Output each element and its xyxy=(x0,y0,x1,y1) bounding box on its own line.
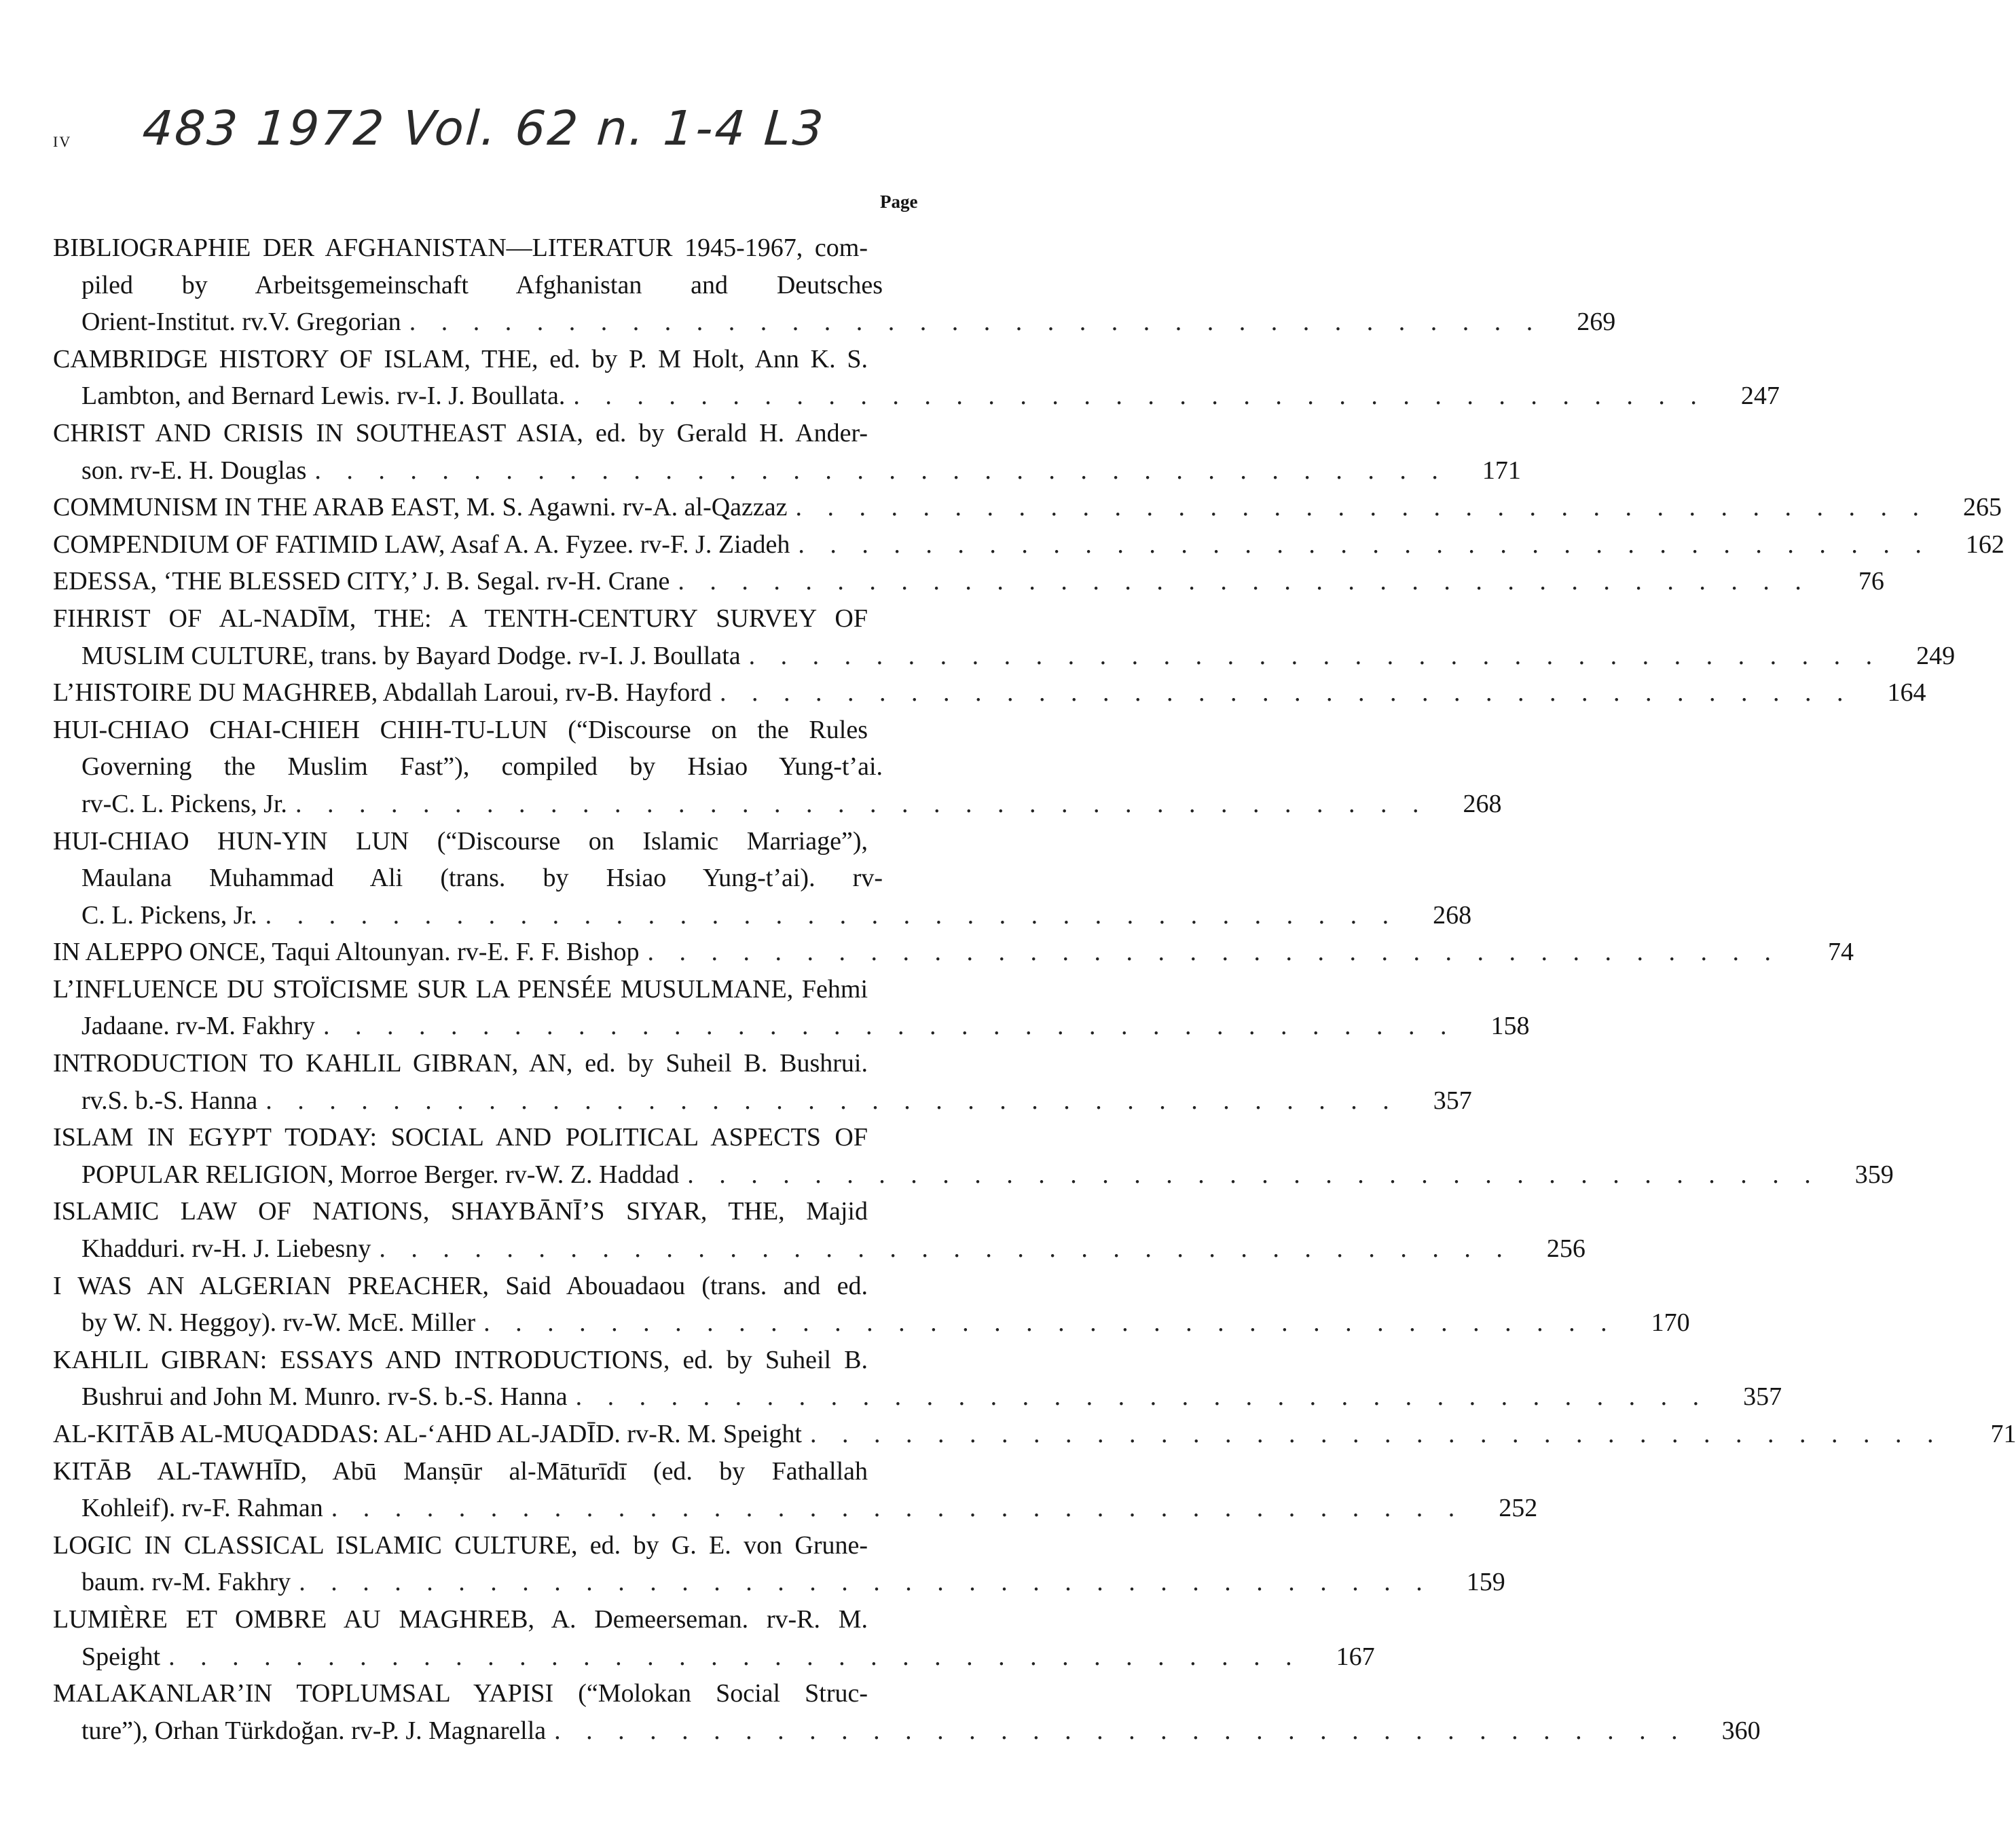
leader-dots: . . . . . . . . . . . . . . . . . . . . . . . . . . . . . . . . . . . . xyxy=(331,1494,1465,1523)
leader-dots: . . . . . . . . . . . . . . . . . . . . . . . . . . . . . . . . . . . . xyxy=(314,456,1448,485)
entry-page-number: 357 xyxy=(1433,1086,1472,1115)
entry-line xyxy=(53,1638,1375,1676)
entry-page-number: 268 xyxy=(1463,789,1502,818)
entry-text: L’HISTOIRE DU MAGHREB, Abdallah Laroui, rv-B. Hayford xyxy=(53,678,712,708)
entry-line xyxy=(53,1342,940,1379)
entry-line xyxy=(53,860,940,897)
entry-page-number: 74 xyxy=(1828,938,1854,967)
leader-dots: . . . . . . . . . . . . . . . . . . . . . . . . . . . . . . . . . . . . xyxy=(295,789,1429,818)
leader-dots: . . . . . . . . . . . . . . . . . . . . . . . . . . . . . . . . . . . . xyxy=(554,1716,1687,1745)
handwritten-call-number: 483 1972 Vol. 62 n. 1-4 L3 xyxy=(141,100,827,156)
entry-line xyxy=(53,452,1521,490)
entry-text: Kohleif). rv-F. Rahman xyxy=(81,1494,323,1523)
leader-dots: . . . . . . . . . . . . . . . . . . . . . . . . . . . . . . . . . . . . xyxy=(265,1086,1399,1115)
leader-dots: . . . . . . . . . . . . . . . . . . . . . . . . . . . . . . . . . . . . xyxy=(409,308,1543,337)
entry-line xyxy=(53,1564,1505,1601)
entry-line xyxy=(53,230,940,267)
entry-line xyxy=(53,1527,940,1564)
index-entry xyxy=(53,1045,1472,1119)
index-entry xyxy=(53,674,1926,712)
leader-dots: . . . . . . . . . . . . . . . . . . . . . . . . . . . . . . . . . . . . xyxy=(687,1160,1820,1189)
leader-dots: . . . . . . . . . . . . . . . . . . . . . . . . . . . . . . . . . . . . xyxy=(809,1420,1943,1448)
entry-text: AL-KITĀB AL-MUQADDAS: AL-‘AHD AL-JADĪD. rv-R. M. Speight xyxy=(53,1420,802,1448)
entry-text: LUMIÈRE ET OMBRE AU MAGHREB, A. Demeerseman. rv-R. M. xyxy=(53,1604,868,1634)
entry-text: piled by Arbeitsgemeinschaft Afghanistan and Deutsches xyxy=(81,270,883,299)
index-entry xyxy=(53,341,1780,415)
entry-text: Maulana Muhammad Ali (trans. by Hsiao Yung-t’ai). rv- xyxy=(81,864,883,893)
entry-line xyxy=(53,1045,940,1082)
entry-text: BIBLIOGRAPHIE DER AFGHANISTAN—LITERATUR 1945-1967, com- xyxy=(53,234,868,262)
entry-page-number: 159 xyxy=(1466,1568,1505,1597)
leader-dots: . . . . . . . . . . . . . . . . . . . . . . . . . . . . . . . . . . . . xyxy=(483,1308,1617,1338)
entry-line xyxy=(53,897,1472,934)
entry-line xyxy=(53,415,940,452)
leader-dots: . . . . . . . . . . . . . . . . . . . . . . . . . . . . . . . . . . . . xyxy=(748,641,1882,670)
entry-line xyxy=(53,1453,940,1490)
leader-dots: . . . . . . . . . . . . . . . . . . . . . . . . . . . . . . . . . . . . xyxy=(798,530,1931,559)
entry-page-number: 357 xyxy=(1743,1382,1782,1412)
entry-line xyxy=(53,1490,1538,1527)
index-entry xyxy=(53,1119,1894,1193)
entry-text: baum. rv-M. Fakhry xyxy=(81,1568,291,1597)
entry-page-number: 170 xyxy=(1651,1308,1690,1338)
leader-dots: . . . . . . . . . . . . . . . . . . . . . . . . . . . . . . . . . . . . xyxy=(323,1012,1456,1041)
index-entry xyxy=(53,1453,1538,1527)
entry-line xyxy=(53,1156,1894,1194)
entry-line xyxy=(53,341,940,378)
entry-text: Khadduri. rv-H. J. Liebesny xyxy=(81,1234,371,1264)
leader-dots: . . . . . . . . . . . . . . . . . . . . . . . . . . . . . . . . . . . . xyxy=(719,678,1853,708)
index-entry xyxy=(53,1416,2016,1453)
entry-text: C. L. Pickens, Jr. xyxy=(81,900,257,930)
entry-page-number: 252 xyxy=(1499,1494,1538,1523)
entry-page-number: 158 xyxy=(1490,1012,1530,1041)
entry-page-number: 268 xyxy=(1433,900,1472,930)
entry-text: HUI-CHIAO CHAI-CHIEH CHIH-TU-LUN (“Discourse on the Rules xyxy=(53,715,868,744)
entry-line xyxy=(53,971,940,1008)
entry-page-number: 249 xyxy=(1916,641,1956,670)
leader-dots: . . . . . . . . . . . . . . . . . . . . . . . . . . . . . . . . . . . . xyxy=(299,1568,1432,1597)
leader-dots: . . . . . . . . . . . . . . . . . . . . . . . . . . . . . . . . . . . . xyxy=(265,900,1399,930)
entry-page-number: 359 xyxy=(1854,1160,1894,1189)
entry-text: ture”), Orhan Türkdoğan. rv-P. J. Magnarella xyxy=(81,1716,547,1745)
entry-text: IN ALEPPO ONCE, Taqui Altounyan. rv-E. F. F. Bishop xyxy=(53,938,640,967)
entry-line xyxy=(53,748,940,786)
entry-text: CAMBRIDGE HISTORY OF ISLAM, THE, ed. by P. M Holt, Ann K. S. xyxy=(53,344,868,373)
index-entry xyxy=(53,563,1884,600)
entry-line xyxy=(53,1008,1530,1045)
entry-line xyxy=(53,712,940,749)
entry-line xyxy=(53,304,1616,341)
leader-dots: . . . . . . . . . . . . . . . . . . . . . . . . . . . . . . . . . . . . xyxy=(678,567,1811,596)
entry-text: Speight xyxy=(81,1642,161,1671)
entry-line xyxy=(53,378,1780,415)
entry-line xyxy=(53,563,1884,600)
entry-line xyxy=(53,1416,2016,1453)
entry-text: son. rv-E. H. Douglas xyxy=(81,456,307,485)
index-entry xyxy=(53,1601,1375,1675)
entry-text: INTRODUCTION TO KAHLIL GIBRAN, AN, ed. by Suheil B. Bushrui. xyxy=(53,1049,868,1078)
leader-dots: . . . . . . . . . . . . . . . . . . . . . . . . . . . . . . . . . . . . xyxy=(379,1234,1512,1264)
entry-line xyxy=(53,267,940,304)
index-entry xyxy=(53,489,2002,526)
entry-text: Governing the Muslim Fast”), compiled by Hsiao Yung-t’ai. xyxy=(81,752,883,782)
index-entry xyxy=(53,1527,1505,1601)
entry-text: EDESSA, ‘THE BLESSED CITY,’ J. B. Segal. rv-H. Crane xyxy=(53,567,670,596)
entry-text: COMMUNISM IN THE ARAB EAST, M. S. Agawni. rv-A. al-Qazzaz xyxy=(53,493,788,522)
leader-dots: . . . . . . . . . . . . . . . . . . . . . . . . . . . . . . . . . . . . xyxy=(795,493,1928,522)
entry-page-number: 164 xyxy=(1887,678,1926,708)
entry-line xyxy=(53,1082,1472,1120)
entry-page-number: 265 xyxy=(1963,493,2002,522)
entry-text: Lambton, and Bernard Lewis. rv-I. J. Boullata. xyxy=(81,382,566,411)
page-column-label: Page xyxy=(880,191,918,212)
entry-line xyxy=(53,600,940,638)
entry-text: MALAKANLAR’IN TOPLUMSAL YAPISI (“Molokan Social Struc- xyxy=(53,1679,868,1708)
entry-text: KAHLIL GIBRAN: ESSAYS AND INTRODUCTIONS, ed. by Suheil B. xyxy=(53,1345,868,1374)
entry-page-number: 167 xyxy=(1336,1642,1375,1671)
entry-page-number: 256 xyxy=(1546,1234,1586,1264)
entry-line xyxy=(53,1712,1761,1750)
index-entry xyxy=(53,971,1530,1045)
entry-text: KITĀB AL-TAWHĪD, Abū Manṣūr al-Māturīdī (ed. by Fathallah xyxy=(53,1456,868,1486)
leader-dots: . . . . . . . . . . . . . . . . . . . . . . . . . . . . . . . . . . . . xyxy=(647,938,1781,967)
index-entry xyxy=(53,600,1956,674)
entry-text: L’INFLUENCE DU STOÏCISME SUR LA PENSÉE MUSULMANE, Fehmi xyxy=(53,974,868,1004)
index-entry xyxy=(53,230,1616,341)
entry-text: ISLAM IN EGYPT TODAY: SOCIAL AND POLITICAL ASPECTS OF xyxy=(53,1123,868,1152)
index-entry xyxy=(53,526,2004,564)
entry-line xyxy=(53,1304,1690,1342)
page-number: IV xyxy=(53,133,72,150)
entry-text: FIHRIST OF AL-NADĪM, THE: A TENTH-CENTURY SURVEY OF xyxy=(53,604,868,633)
entry-line xyxy=(53,638,1956,675)
leader-dots: . . . . . . . . . . . . . . . . . . . . . . . . . . . . . . . . . . . . xyxy=(575,1382,1709,1412)
entry-line xyxy=(53,934,1854,971)
index-entry xyxy=(53,934,1854,971)
entry-line xyxy=(53,1193,940,1230)
entry-line xyxy=(53,1268,940,1305)
entry-line xyxy=(53,1601,940,1638)
entry-text: I WAS AN ALGERIAN PREACHER, Said Abouadaou (trans. and ed. xyxy=(53,1271,868,1300)
entry-text: ISLAMIC LAW OF NATIONS, SHAYBĀNĪ’S SIYAR, THE, Majid xyxy=(53,1197,868,1226)
entry-text: Bushrui and John M. Munro. rv-S. b.-S. Hanna xyxy=(81,1382,568,1412)
entry-page-number: 162 xyxy=(1965,530,2004,559)
entry-text: POPULAR RELIGION, Morroe Berger. rv-W. Z. Haddad xyxy=(81,1160,680,1189)
entry-line xyxy=(53,823,940,860)
entry-text: rv-C. L. Pickens, Jr. xyxy=(81,789,287,818)
entry-text: MUSLIM CULTURE, trans. by Bayard Dodge. rv-I. J. Boullata xyxy=(81,641,741,670)
entry-line xyxy=(53,674,1926,712)
entry-page-number: 76 xyxy=(1858,567,1884,596)
entry-text: by W. N. Heggoy). rv-W. McE. Miller xyxy=(81,1308,476,1338)
leader-dots: . . . . . . . . . . . . . . . . . . . . . . . . . . . . . . . . . . . . xyxy=(168,1642,1302,1671)
index-entry xyxy=(53,1193,1586,1267)
entry-line xyxy=(53,1378,1782,1416)
index-entry xyxy=(53,1342,1782,1416)
entry-text: HUI-CHIAO HUN-YIN LUN (“Discourse on Islamic Marriage”), xyxy=(53,826,868,856)
entry-page-number: 171 xyxy=(1482,456,1521,485)
index-entry xyxy=(53,1675,1761,1749)
entry-text: COMPENDIUM OF FATIMID LAW, Asaf A. A. Fyzee. rv-F. J. Ziadeh xyxy=(53,530,790,559)
entry-line xyxy=(53,526,2004,564)
entry-page-number: 71 xyxy=(1990,1420,2016,1448)
entry-line xyxy=(53,1119,940,1156)
leader-dots: . . . . . . . . . . . . . . . . . . . . . . . . . . . . . . . . . . . . xyxy=(573,382,1706,411)
index-entry xyxy=(53,823,1472,934)
entry-line xyxy=(53,1230,1586,1268)
index-entry xyxy=(53,1268,1690,1342)
entry-line xyxy=(53,1675,940,1712)
entry-text: Orient-Institut. rv.V. Gregorian xyxy=(81,308,401,337)
entry-page-number: 360 xyxy=(1721,1716,1761,1745)
entry-text: rv.S. b.-S. Hanna xyxy=(81,1086,258,1115)
entry-text: CHRIST AND CRISIS IN SOUTHEAST ASIA, ed. by Gerald H. Ander- xyxy=(53,418,868,447)
index-entries xyxy=(53,230,2016,1749)
entry-line xyxy=(53,489,2002,526)
entry-text: LOGIC IN CLASSICAL ISLAMIC CULTURE, ed. by G. E. von Grune- xyxy=(53,1530,868,1560)
entry-page-number: 269 xyxy=(1577,308,1616,337)
entry-line xyxy=(53,786,1502,823)
index-entry xyxy=(53,415,1521,489)
entry-page-number: 247 xyxy=(1740,382,1780,411)
index-entry xyxy=(53,712,1502,823)
entry-text: Jadaane. rv-M. Fakhry xyxy=(81,1012,316,1041)
